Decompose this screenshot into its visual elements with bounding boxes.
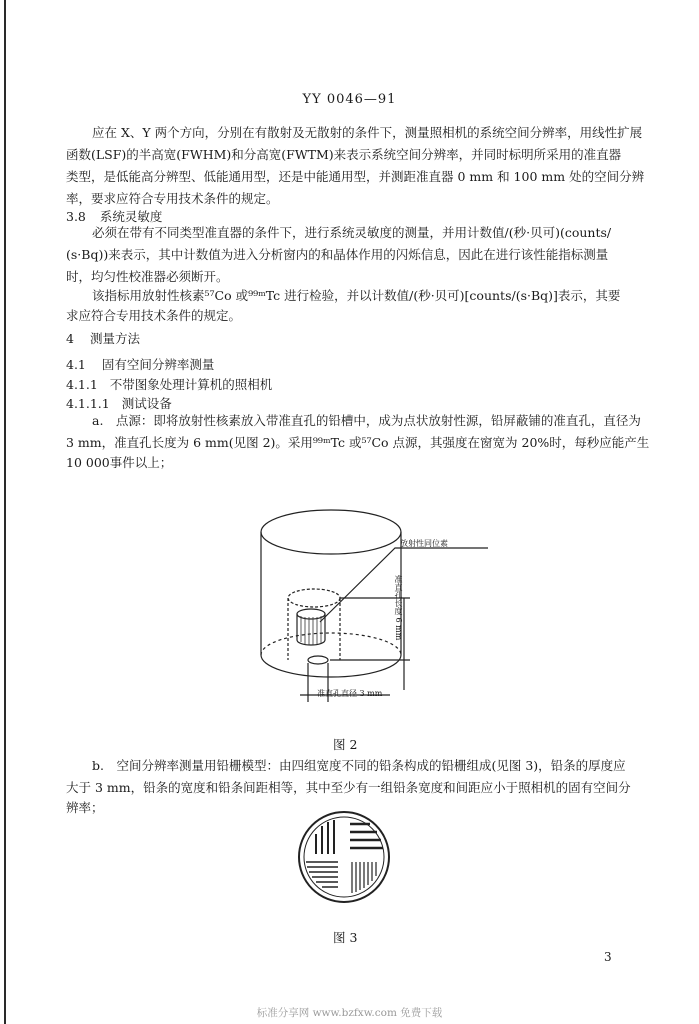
fig2-label-source: 放射性同位素	[400, 539, 448, 548]
para2-line-3: 时，均匀性校准器必须断开。	[66, 269, 229, 284]
item-b-line-1: b. 空间分辨率测量用铅栅模型：由四组宽度不同的铅条构成的铅栅组成(见图 3)，铅条的厚度应	[92, 758, 626, 773]
section-4-title: 测量方法	[89, 331, 140, 346]
section-3-8-title: 系统灵敏度	[99, 209, 163, 224]
para1-line-4: 率，要求应符合专用技术条件的规定。	[66, 191, 279, 206]
fig2-label-length: 准直孔长度 6 mm	[394, 575, 403, 641]
para1-line-3: 类型，是低能高分辨型、低能通用型，还是中能通用型，并测距准直器 0 mm 和 100 mm 处的空间分辨	[66, 169, 645, 184]
page-header: YY 0046—91	[302, 92, 397, 107]
section-4-1-1-1-number: 4.1.1.1	[66, 396, 110, 411]
site-watermark-footer: 标准分享网 www.bzfxw.com 免费下载	[256, 1007, 443, 1019]
section-4-1-number: 4.1	[66, 357, 86, 372]
section-3-8-number: 3.8	[66, 209, 86, 224]
para2-line-1: 必须在带有不同类型准直器的条件下，进行系统灵敏度的测量，并用计数值/(秒·贝可)(counts/	[92, 225, 612, 240]
section-4-1-title: 固有空间分辨率测量	[101, 357, 215, 372]
figure-3-caption: 图 3	[333, 930, 358, 945]
para2-line-2: (s·Bq))来表示，其中计数值为进入分析窗内的和晶体作用的闪烁信息，因此在进行该性能指标测量	[66, 247, 609, 262]
item-a-line-2: 3 mm，准直孔长度为 6 mm(见图 2)。采用⁹⁹ᵐTc 或⁵⁷Co 点源，其强度在窗宽为 20%时，每秒应能产生	[66, 435, 650, 450]
section-4-1-1-number: 4.1.1	[66, 377, 98, 392]
fig2-label-diameter: 准直孔直径 3 mm	[317, 689, 383, 698]
bar-group-bottom-left	[306, 862, 338, 887]
item-a-line-1: a. 点源：即将放射性核素放入带准直孔的铅槽中，成为点状放射性源，铅屏蔽铺的准直孔，直径为	[92, 413, 641, 428]
section-4-number: 4	[66, 331, 74, 346]
bar-phantom-inner	[304, 817, 384, 897]
page-number: 3	[604, 950, 612, 964]
section-4-1-1-1-title: 测试设备	[121, 396, 172, 411]
para3-line-2: 求应符合专用技术条件的规定。	[66, 308, 242, 323]
item-b-line-3: 辨率；	[66, 800, 104, 815]
bar-group-top-left	[316, 820, 334, 854]
para3-line-1: 该指标用放射性核素⁵⁷Co 或⁹⁹ᵐTc 进行检验，并以计数值/(秒·贝可)[counts/(s·Bq)]表示，其要	[92, 288, 621, 303]
bar-phantom-outer	[299, 812, 389, 902]
para1-line-1: 应在 X、Y 两个方向，分别在有散射及无散射的条件下，测量照相机的系统空间分辨率，用线性扩展	[92, 125, 643, 140]
section-4-1-1-title: 不带图象处理计算机的照相机	[109, 377, 273, 392]
bar-group-bottom-right	[352, 862, 376, 893]
item-b-line-2: 大于 3 mm，铅条的宽度和铅条间距相等，其中至少有一组铅条宽度和间距应小于照相机的固有空间分	[66, 780, 631, 795]
para1-line-2: 函数(LSF)的半高宽(FWHM)和分高宽(FWTM)来表示系统空间分辨率，并同时标明所采用的准直器	[66, 147, 622, 162]
item-a-line-3: 10 000事件以上；	[66, 455, 173, 470]
figure-2-caption: 图 2	[333, 737, 358, 752]
